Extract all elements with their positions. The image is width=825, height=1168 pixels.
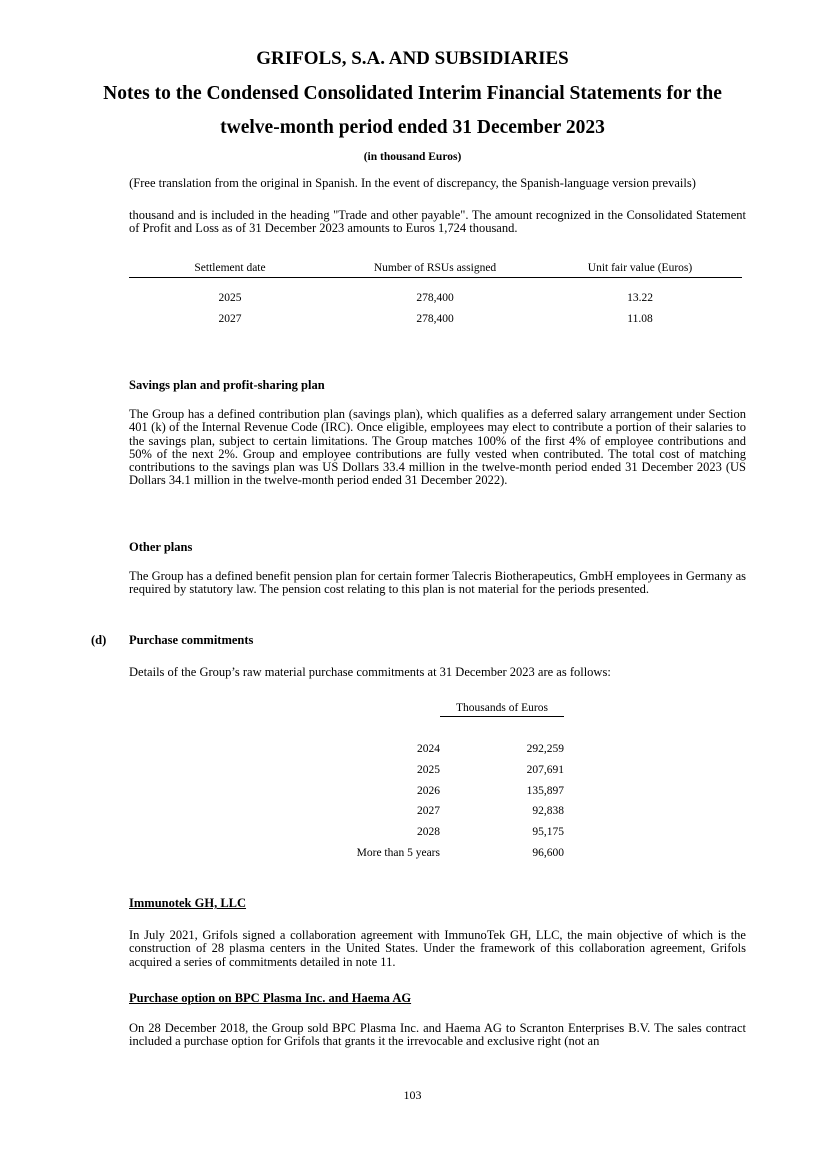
immunotek-paragraph: In July 2021, Grifols signed a collaboration agreement with ImmunoTek GH, LLC, the main objective of which is the construction of 28 plasma centers in the United States. Under the framework of this collaboration agreement, Grifols acquired a series of commitments detailed in note 11. (129, 928, 746, 969)
page-number: 103 (403, 1088, 422, 1102)
table-cell: 207,691 (526, 764, 564, 776)
table-header: Number of RSUs assigned (373, 262, 497, 274)
table-header-rule (440, 716, 564, 717)
savings-plan-paragraph: The Group has a defined contribution plan (savings plan), which qualifies as a deferred salary arrangement under Section 401 (k) of the Internal Revenue Code (IRC). Once eligible, employees may elect to contribute a portion of their salaries to the savings plan, subject to certain limitations. The Group matches 100% of the first 4% of employee contributions and 50% of the next 2%. Group and employee contributions are fully vested when contributed. The total cost of matching contributions to the savings plan was US Dollars 33.4 million in the twelve-month period ended 31 December 2023 (US Dollars 34.1 million in the twelve-month period ended 31 December 2022). (129, 407, 746, 488)
table-cell: 2025 (218, 292, 242, 304)
table-cell: 278,400 (416, 292, 454, 304)
table-cell: 95,175 (532, 826, 564, 838)
intro-paragraph: thousand and is included in the heading "Trade and other payable". The amount recognized in the Consolidated Statement of Profit and Loss as of 31 December 2023 amounts to Euros 1,724 thousand. (129, 208, 746, 236)
table-cell: 92,838 (532, 805, 564, 817)
other-plans-paragraph: The Group has a defined benefit pension plan for certain former Talecris Biotherapeutics, GmbH employees in Germany as required by statutory law. The pension cost relating to this plan is not material for the periods presented. (129, 569, 746, 597)
table-cell: 13.22 (627, 292, 653, 304)
table-cell: 2027 (218, 313, 242, 325)
table-cell: 96,600 (532, 847, 564, 859)
bpc-plasma-paragraph: On 28 December 2018, the Group sold BPC Plasma Inc. and Haema AG to Scranton Enterprises B.V. The sales contract included a purchase option for Grifols that grants it the irrevocable and exclusive right (not an (129, 1021, 746, 1049)
other-plans-heading: Other plans (129, 540, 193, 554)
immunotek-heading: Immunotek GH, LLC (129, 896, 247, 910)
currency-note: (in thousand Euros) (363, 151, 462, 163)
table-cell: More than 5 years (356, 847, 440, 859)
table-cell: 135,897 (526, 785, 564, 797)
bpc-plasma-heading: Purchase option on BPC Plasma Inc. and Haema AG (129, 991, 412, 1005)
table-header-rule (129, 277, 742, 278)
table-cell: 292,259 (526, 743, 564, 755)
table-cell: 2024 (417, 743, 440, 755)
table-cell: 2027 (417, 805, 440, 817)
company-name: GRIFOLS, S.A. AND SUBSIDIARIES (256, 48, 569, 69)
table-cell: 2026 (417, 785, 440, 797)
section-label-d: (d) (91, 633, 107, 647)
table-cell: 278,400 (416, 313, 454, 325)
document-title-line1: Notes to the Condensed Consolidated Interim Financial Statements for the (103, 83, 722, 104)
savings-plan-heading: Savings plan and profit-sharing plan (129, 378, 325, 392)
table-header: Thousands of Euros (456, 702, 548, 714)
translation-note: (Free translation from the original in Spanish. In the event of discrepancy, the Spanish-language version prevails) (129, 176, 696, 190)
purchase-commitments-heading: Purchase commitments (129, 633, 254, 647)
purchase-commitments-intro: Details of the Group’s raw material purchase commitments at 31 December 2023 are as follows: (129, 665, 611, 679)
table-cell: 2028 (417, 826, 440, 838)
document-title-line2: twelve-month period ended 31 December 2023 (220, 117, 605, 138)
table-cell: 11.08 (627, 313, 653, 325)
table-header: Unit fair value (Euros) (587, 262, 693, 274)
table-cell: 2025 (417, 764, 440, 776)
table-header: Settlement date (194, 262, 266, 274)
